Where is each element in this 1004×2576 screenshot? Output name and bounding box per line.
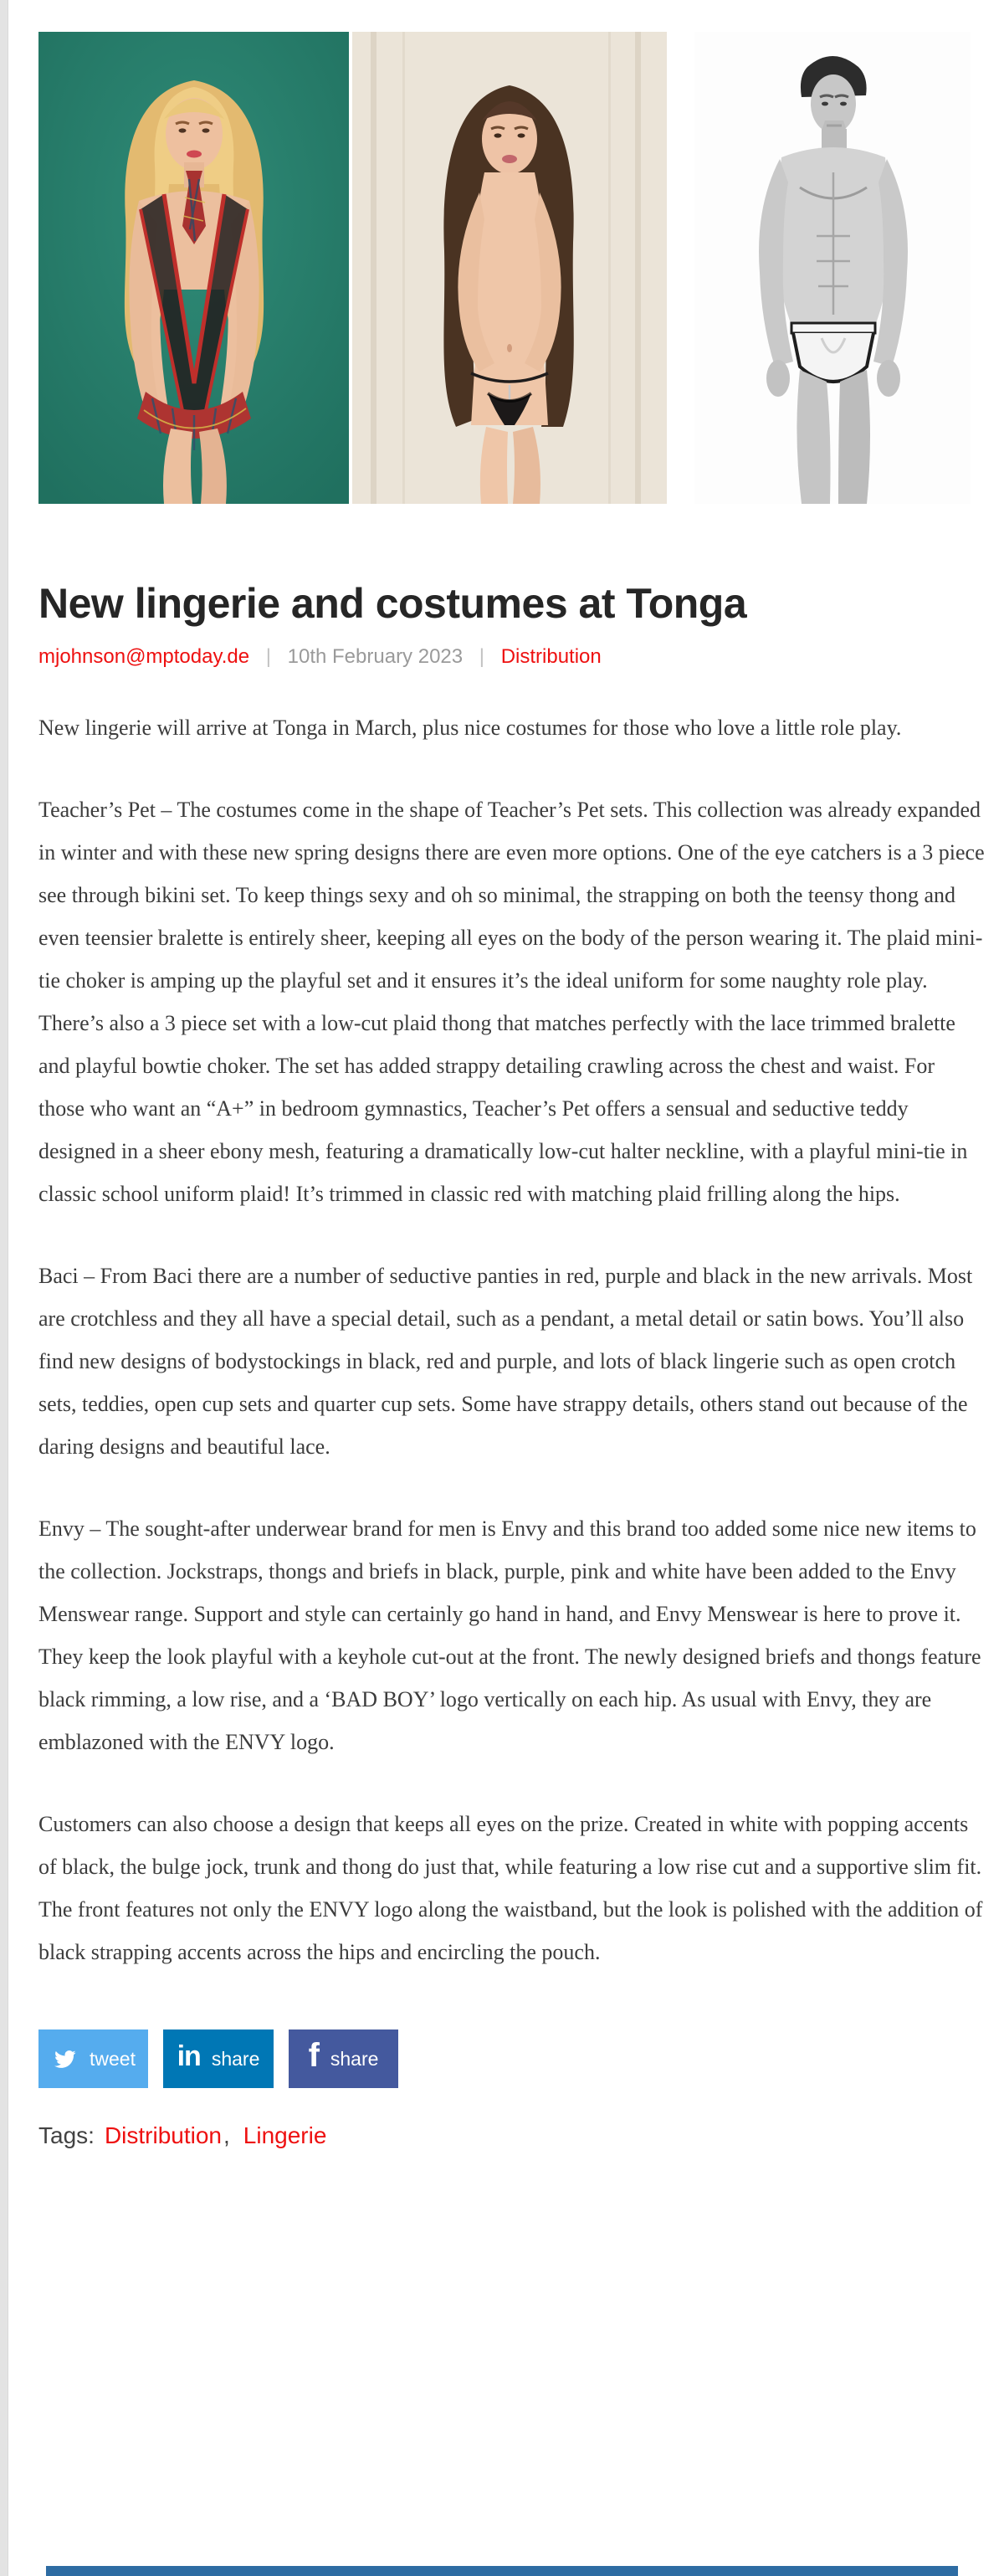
author-email-link[interactable]: mjohnson@mptoday.de — [38, 645, 250, 668]
linkedin-icon: in — [177, 2040, 201, 2072]
article-page — [38, 0, 986, 2150]
article-paragraph: Teacher’s Pet – The costumes come in the shape of Teacher’s Pet sets. This collection was already expanded in winter and with these new spring designs there are even more options. One of the eye catchers is a 3 piece see through bikini set. To keep things sexy and oh so minimal, the strapping on both the teensy thong and even teensier bralette is entirely sheer, keeping all eyes on the body of the person wearing it. The plaid mini-tie choker is amping up the playful set and it ensures it’s the ideal uniform for some naughty role play. There’s also a 3 piece set with a low-cut plaid thong that matches perfectly with the lace trimmed bralette and playful bowtie choker. The set has added strappy detailing crawling across the chest and waist. For those who want an “A+” in bedroom gymnastics, Teacher’s Pet offers a sensual and seductive teddy designed in a sheer ebony mesh, featuring a dramatically low-cut halter neckline, with a playful mini-tie in classic school uniform plaid! It’s trimmed in classic red with matching plaid frilling along the hips. — [38, 798, 985, 1206]
tag-link-lingerie[interactable]: Lingerie — [243, 2122, 327, 2148]
category-link[interactable]: Distribution — [500, 645, 602, 668]
twitter-share-button[interactable] — [38, 2029, 148, 2088]
tags-row — [38, 2122, 986, 2150]
article-image-gallery — [38, 0, 986, 504]
share-buttons — [38, 2029, 986, 2088]
twitter-share-label: tweet — [90, 2047, 136, 2070]
article-paragraph: New lingerie will arrive at Tonga in March, plus nice costumes for those who love a little role play. — [38, 716, 902, 740]
tag-comma: , — [223, 2122, 230, 2148]
byline-separator: | — [265, 645, 271, 668]
article-paragraph: Customers can also choose a design that keeps all eyes on the prize. Created in white with popping accents of black, the bulge jock, trunk and thong do just that, while featuring a low rise cut and a supportive slim fit. The front features not only the ENVY logo along the waistband, but the look is polished with the addition of black strapping accents across the hips and encircling the pouch. — [38, 1812, 983, 1964]
tag-link-distribution[interactable]: Distribution — [104, 2122, 222, 2148]
linkedin-share-button[interactable] — [163, 2029, 274, 2088]
article-body — [38, 706, 986, 1973]
teachers-pet-photo-illustration — [38, 32, 349, 504]
envy-photo-illustration — [694, 32, 971, 504]
page-left-edge — [0, 0, 8, 2576]
baci-photo-illustration — [352, 32, 667, 504]
twitter-bird-icon — [51, 2048, 79, 2071]
article-paragraph: Baci – From Baci there are a number of seductive panties in red, purple and black in the new arrivals. Most are crotchless and they all have a special detail, such as a pendant, a metal detail or satin bows. You’ll also find new designs of bodystockings in black, red and purple, and lots of black lingerie such as open crotch sets, teddies, open cup sets and quarter cup sets. Some have strappy details, others stand out because of the daring designs and beautiful lace. — [38, 1264, 973, 1459]
article-title: New lingerie and costumes at Tonga — [38, 580, 747, 627]
linkedin-share-label: share — [211, 2047, 260, 2070]
photo-baci-thong-model[interactable] — [352, 32, 667, 504]
facebook-share-button[interactable] — [289, 2029, 398, 2088]
publish-date: 10th February 2023 — [287, 645, 464, 668]
photo-teachers-pet-model[interactable] — [38, 32, 349, 504]
footer-bar — [46, 2566, 958, 2576]
article-paragraph: Envy – The sought-after underwear brand for men is Envy and this brand too added some nice new items to the collection. Jockstraps, thongs and briefs in black, purple, pink and white have been added to the Envy Menswear range. Support and style can certainly go hand in hand, and Envy Menswear is here to prove it. They keep the look playful with a keyhole cut-out at the front. The newly designed briefs and thongs feature black rimming, a low rise, and a ‘BAD BOY’ logo vertically on each hip. As usual with Envy, they are emblazoned with the ENVY logo. — [38, 1516, 981, 1754]
byline — [38, 644, 986, 670]
facebook-icon: f — [308, 2037, 320, 2074]
photo-envy-menswear-model[interactable] — [694, 32, 971, 504]
tags-label: Tags: — [38, 2122, 95, 2148]
facebook-share-label: share — [330, 2047, 379, 2070]
byline-separator: | — [479, 645, 485, 668]
